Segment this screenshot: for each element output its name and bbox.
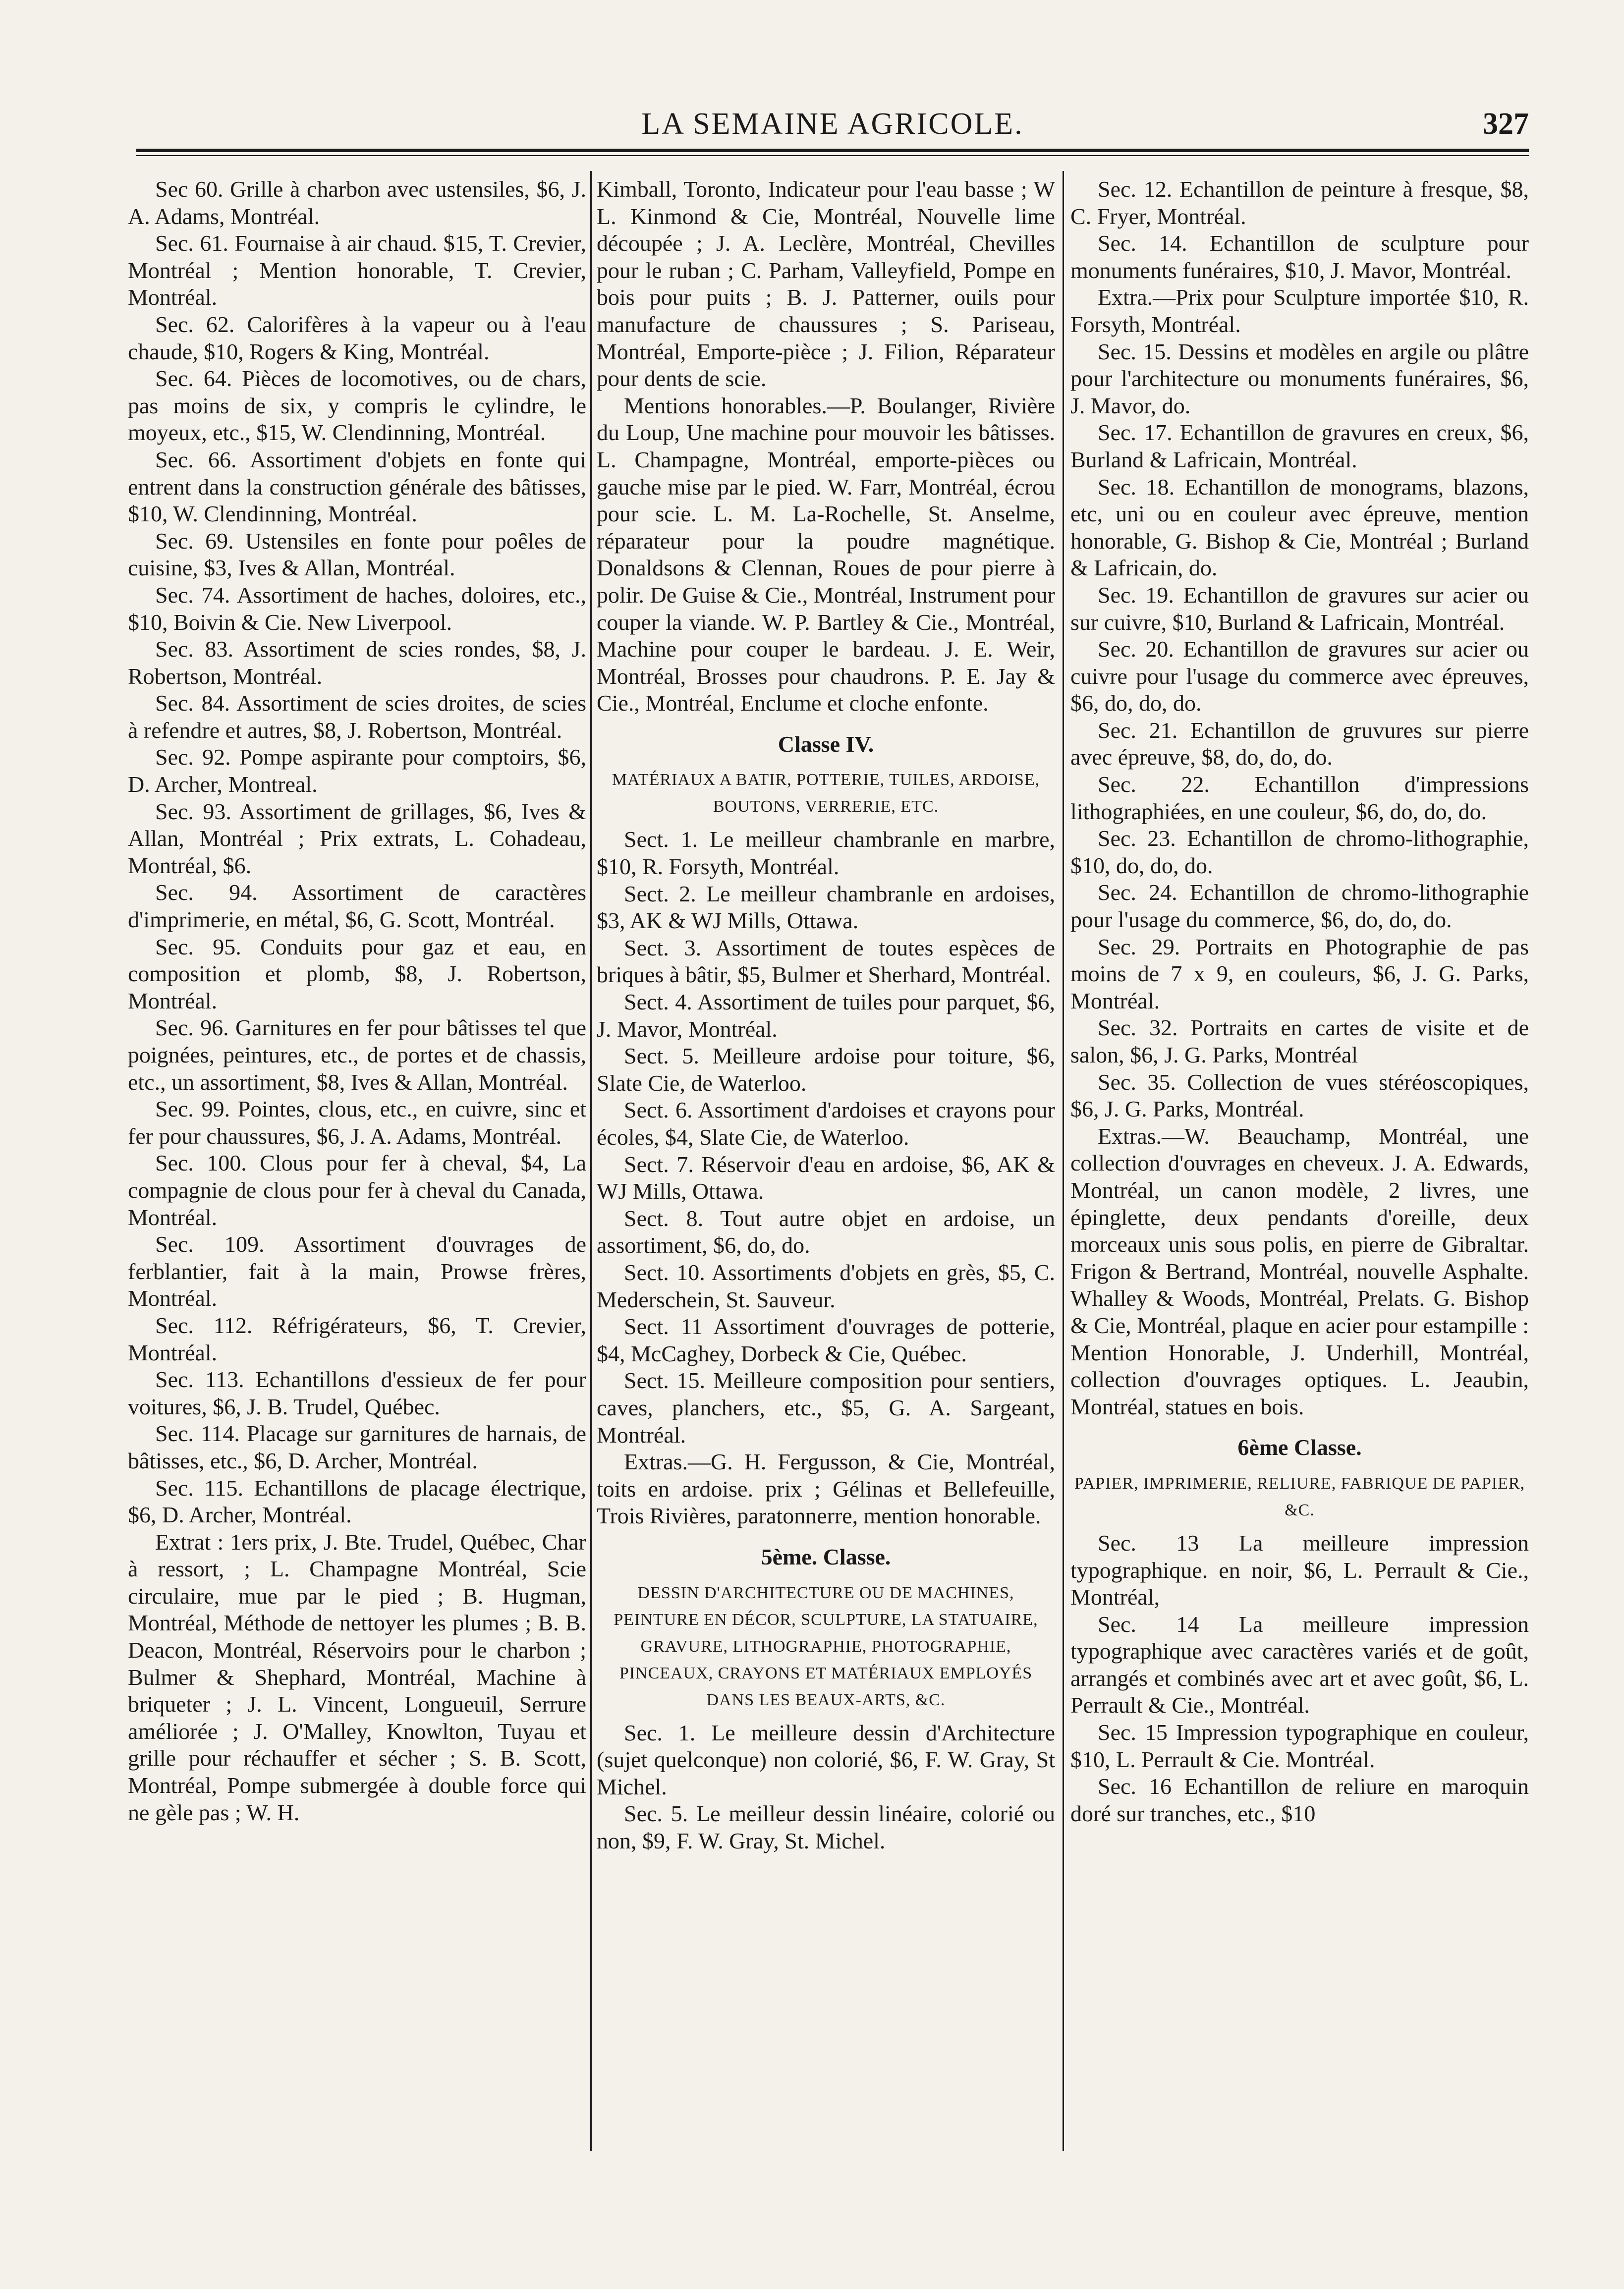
column-1 [128,176,586,1826]
entry: Sec. 64. Pièces de locomotives, ou de chars, pas moins de six, y compris le cylindre, le moyeux, etc., $15, W. Clendinning, Montréal. [128,366,586,446]
section-subheading-classe-4: MATÉRIAUX A BATIR, POTTERIE, TUILES, ARDOISE, BOUTONS, VERRERIE, ETC. [612,771,1040,816]
entry: Sec. 109. Assortiment d'ouvrages de ferblantier, fait à la main, Prowse frères, Montréal. [128,1231,586,1311]
entry: Sec. 20. Echantillon de gravures sur acier ou cuivre pour l'usage du commerce avec épreuves, $6, do, do, do. [1070,636,1529,716]
entry: Sect. 15. Meilleure composition pour sentiers, caves, planchers, etc., $5, G. A. Sargeant, Montréal. [597,1368,1055,1448]
entry: Sec. 74. Assortiment de haches, doloires, etc., $10, Boivin & Cie. New Liverpool. [128,582,586,635]
entry: Sec. 66. Assortiment d'objets en fonte qui entrent dans la construction générale des bâtisses, $10, W. Clendinning, Montréal. [128,447,586,527]
entry: Sect. 5. Meilleure ardoise pour toiture, $6, Slate Cie, de Waterloo. [597,1043,1055,1096]
entry: Extras.—W. Beauchamp, Montréal, une collection d'ouvrages en cheveux. J. A. Edwards, Montréal, un canon modèle, 2 livres, une épinglette, deux pendants d'oreille, deux morceaux unis sous polis, en pierre de Gibraltar. Frigon & Bertrand, Montréal, nouvelle Asphalte. Whalley & Woods, Montréal, Prelats. G. Bishop & Cie, Montréal, plaque en acier pour estampille : Mention Honorable, J. Underhill, Montréal, collection d'ouvrages optiques. L. Jeaubin, Montréal, statues en bois. [1070,1123,1529,1419]
column-2 [597,176,1055,1854]
section-heading-classe-5: 5ème. Classe. [761,1544,891,1569]
entry: Extrat : 1ers prix, J. Bte. Trudel, Québec, Char à ressort, ; L. Champagne Montréal, Scie circulaire, mue par le pied ; B. Hugman, Montréal, Méthode de nettoyer les plumes ; B. B. Deacon, Montréal, Réservoirs pour le charbon ; Bulmer & Shephard, Montréal, Machine à briqueter ; J. L. Vincent, Longueuil, Serrure améliorée ; J. O'Malley, Knowlton, Tuyau et grille pour réchauffer et sécher ; S. B. Scott, Montréal, Pompe submergée à double force qui ne gèle pas ; W. H. [128,1529,586,1825]
entry: Sect. 8. Tout autre objet en ardoise, un assortiment, $6, do, do. [597,1205,1055,1258]
page-header [136,102,1529,146]
entry: Sec. 22. Echantillon d'impressions lithographiées, en une couleur, $6, do, do, do. [1070,772,1529,824]
entry: Sect. 6. Assortiment d'ardoises et crayons pour écoles, $4, Slate Cie, de Waterloo. [597,1097,1055,1150]
entry: Sec. 24. Echantillon de chromo-lithographie pour l'usage du commerce, $6, do, do, do. [1070,880,1529,933]
entry: Sec. 19. Echantillon de gravures sur acier ou sur cuivre, $10, Burland & Lafricain, Montréal. [1070,582,1529,635]
entry: Sec. 15 Impression typographique en couleur, $10, L. Perrault & Cie. Montréal. [1070,1720,1529,1772]
entry: Sec. 61. Fournaise à air chaud. $15, T. Crevier, Montréal ; Mention honorable, T. Crevier, Montréal. [128,230,586,310]
entry: Sec. 5. Le meilleur dessin linéaire, colorié ou non, $9, F. W. Gray, St. Michel. [597,1801,1055,1853]
entry: Sec. 18. Echantillon de monograms, blazons, etc, uni ou en couleur avec épreuve, mention honorable, G. Bishop & Cie, Montréal ; Burland & Lafricain, do. [1070,474,1529,581]
entry: Sec. 13 La meilleure impression typographique. en noir, $6, L. Perrault & Cie., Montréal, [1070,1530,1529,1610]
entry: Sect. 11 Assortiment d'ouvrages de potterie, $4, McCaghey, Dorbeck & Cie, Québec. [597,1314,1055,1366]
entry: Sec 60. Grille à charbon avec ustensiles, $6, J. A. Adams, Montréal. [128,176,586,229]
entry: Sec. 17. Echantillon de gravures en creux, $6, Burland & Lafricain, Montréal. [1070,420,1529,472]
header-rule-thin [136,155,1529,156]
entry: Sec. 12. Echantillon de peinture à fresque, $8, C. Fryer, Montréal. [1070,176,1529,229]
entry: Sec. 100. Clous pour fer à cheval, $4, La compagnie de clous pour fer à cheval du Canada, Montréal. [128,1150,586,1230]
entry: Sec. 112. Réfrigérateurs, $6, T. Crevier, Montréal. [128,1312,586,1365]
entry: Sec. 114. Placage sur garnitures de harnais, de bâtisses, etc., $6, D. Archer, Montréal. [128,1421,586,1473]
entry: Sec. 94. Assortiment de caractères d'imprimerie, en métal, $6, G. Scott, Montréal. [128,880,586,933]
section-heading-classe-4: Classe IV. [778,731,874,757]
entry: Sec. 14. Echantillon de sculpture pour monuments funéraires, $10, J. Mavor, Montréal. [1070,230,1529,283]
entry: Sect. 4. Assortiment de tuiles pour parquet, $6, J. Mavor, Montréal. [597,989,1055,1042]
page-number: 327 [1483,107,1529,141]
section-subheading-classe-5: DESSIN D'ARCHITECTURE OU DE MACHINES, PEINTURE EN DÉCOR, SCULPTURE, LA STATUAIRE, GRAVURE, LITHOGRAPHIE, PHOTOGRAPHIE, PINCEAUX, CRAYONS ET MATÉRIAUX EMPLOYÉS DANS LES BEAUX-ARTS, &C. [614,1583,1038,1709]
entry: Sec. 115. Echantillons de placage électrique, $6, D. Archer, Montréal. [128,1475,586,1528]
entry: Sec. 1. Le meilleure dessin d'Architecture (sujet quelconque) non colorié, $6, F. W. Gray, St Michel. [597,1720,1055,1799]
entry: Sec. 35. Collection de vues stéréoscopiques, $6, J. G. Parks, Montréal. [1070,1069,1529,1122]
entry: Sec. 113. Echantillons d'essieux de fer pour voitures, $6, J. B. Trudel, Québec. [128,1367,586,1419]
entry: Sec. 83. Assortiment de scies rondes, $8, J. Robertson, Montréal. [128,636,586,689]
entry: Sec. 15. Dessins et modèles en argile ou plâtre pour l'architecture ou monuments funéraires, $6, J. Mavor, do. [1070,338,1529,418]
entry: Sec. 99. Pointes, clous, etc., en cuivre, sinc et fer pour chaussures, $6, J. A. Adams, Montréal. [128,1096,586,1149]
entry: Sec. 95. Conduits pour gaz et eau, en composition et plomb, $8, J. Robertson, Montréal. [128,934,586,1013]
entry: Sec. 93. Assortiment de grillages, $6, Ives & Allan, Montréal ; Prix extrats, L. Cohadeau, Montréal, $6. [128,798,586,878]
entry: Sect. 1. Le meilleur chambranle en marbre, $10, R. Forsyth, Montréal. [597,827,1055,880]
entry: Sec. 23. Echantillon de chromo-lithographie, $10, do, do, do. [1070,826,1529,878]
entry: Sec. 92. Pompe aspirante pour comptoirs, $6, D. Archer, Montreal. [128,744,586,797]
column-divider [1063,171,1064,2151]
section-subheading-classe-6: PAPIER, IMPRIMERIE, RELIURE, FABRIQUE DE PAPIER, &C. [1074,1474,1525,1519]
entry: Sec. 69. Ustensiles en fonte pour poêles de cuisine, $3, Ives & Allan, Montréal. [128,528,586,581]
journal-title: LA SEMAINE AGRICOLE. [641,107,1024,141]
entry: Sec. 84. Assortiment de scies droites, de scies à refendre et autres, $8, J. Robertson, Montréal. [128,690,586,743]
section-heading-classe-6: 6ème Classe. [1237,1435,1362,1460]
entry: Sec. 29. Portraits en Photographie de pas moins de 7 x 9, en couleurs, $6, J. G. Parks, Montréal. [1070,934,1529,1013]
entry: Sec. 96. Garnitures en fer pour bâtisses tel que poignées, peintures, etc., de portes et de chassis, etc., un assortiment, $8, Ives & Allan, Montréal. [128,1015,586,1095]
entry: Extras.—G. H. Fergusson, & Cie, Montréal, toits en ardoise. prix ; Gélinas et Bellefeuille, Trois Rivières, paratonnerre, mention honorable. [597,1449,1055,1529]
column-3 [1070,176,1529,1827]
entry: Sect. 2. Le meilleur chambranle en ardoises, $3, AK & WJ Mills, Ottawa. [597,881,1055,934]
mentions-honorables: Mentions honorables.—P. Boulanger, Rivière du Loup, Une machine pour mouvoir les bâtisses. L. Champagne, Montréal, emporte-pièces ou gauche mise par le pied. W. Farr, Montréal, écrou pour scie. L. M. La-Rochelle, St. Anselme, réparateur pour la poudre magnétique. Donaldsons & Clennan, Roues de pour pierre à polir. De Guise & Cie., Montréal, Instrument pour couper la viande. W. P. Bartley & Cie., Montréal, Machine pour couper le bardeau. J. E. Weir, Montréal, Brosses pour chaudrons. P. E. Jay & Cie., Montréal, Enclume et cloche enfonte. [597,392,1055,716]
entry: Sec. 21. Echantillon de gruvures sur pierre avec épreuve, $8, do, do, do. [1070,717,1529,770]
entry-continuation: Kimball, Toronto, Indicateur pour l'eau basse ; W L. Kinmond & Cie, Montréal, Nouvelle lime découpée ; J. A. Leclère, Montréal, Chevilles pour le ruban ; C. Parham, Valleyfield, Pompe en bois pour puits ; B. J. Patterner, ouils pour manufacture de chaussures ; S. Pariseau, Montréal, Emporte-pièce ; J. Filion, Réparateur pour dents de scie. [597,176,1055,391]
header-rule-thick [136,149,1529,152]
entry: Sec. 32. Portraits en cartes de visite et de salon, $6, J. G. Parks, Montréal [1070,1015,1529,1067]
entry: Sec. 62. Calorifères à la vapeur ou à l'eau chaude, $10, Rogers & King, Montréal. [128,311,586,364]
entry: Sect. 10. Assortiments d'objets en grès, $5, C. Mederschein, St. Sauveur. [597,1259,1055,1312]
entry: Extra.—Prix pour Sculpture importée $10, R. Forsyth, Montréal. [1070,284,1529,337]
column-divider [590,171,592,2151]
entry: Sec. 16 Echantillon de reliure en maroquin doré sur tranches, etc., $10 [1070,1774,1529,1826]
entry: Sec. 14 La meilleure impression typographique avec caractères variés et de goût, arrangés et combinés avec art et avec goût, $6, L. Perrault & Cie., Montréal. [1070,1611,1529,1718]
entry: Sect. 7. Réservoir d'eau en ardoise, $6, AK & WJ Mills, Ottawa. [597,1151,1055,1204]
entry: Sect. 3. Assortiment de toutes espèces de briques à bâtir, $5, Bulmer et Sherhard, Montréal. [597,935,1055,988]
